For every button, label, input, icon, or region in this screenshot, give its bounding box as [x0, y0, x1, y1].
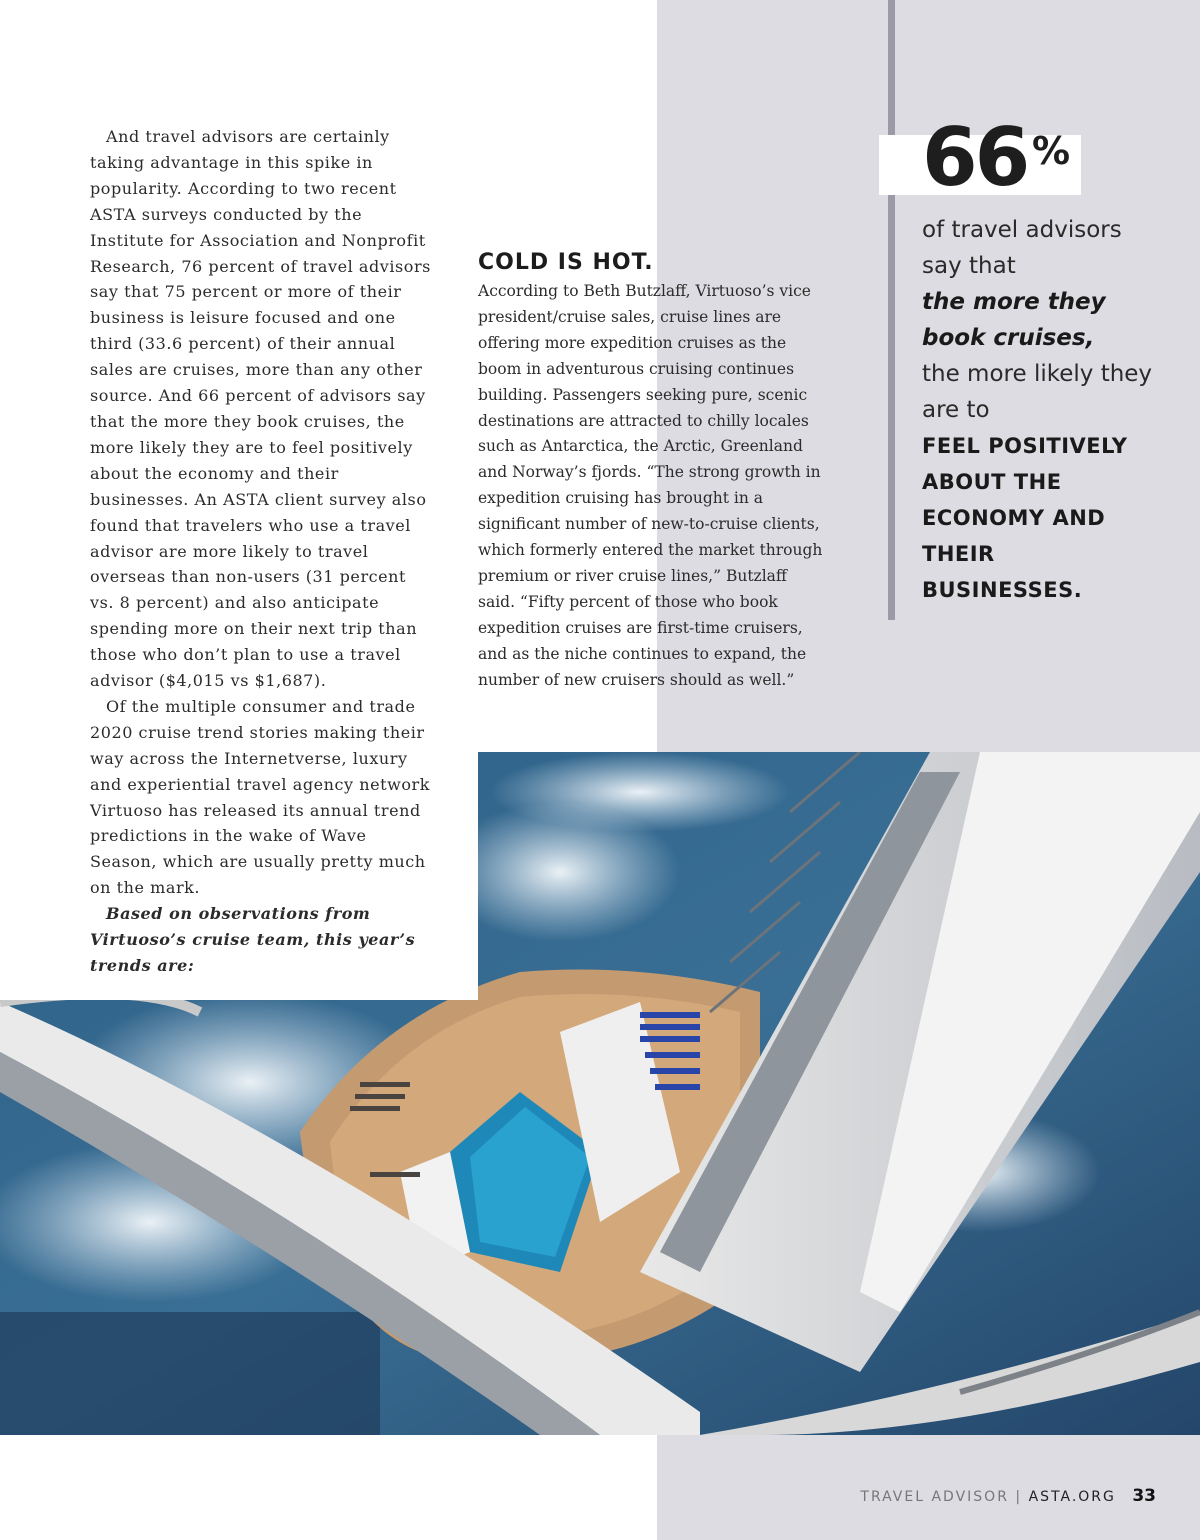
- footer-site: ASTA.ORG: [1028, 1489, 1116, 1505]
- body-paragraph: And travel advisors are certainly taking advantage in this spike in popularity. According to two recent ASTA surveys conducted by the Institute for Association and Nonprofit Research, 76 percent of travel advisors say that 75 percent or more of their business is leisure focused and one third (33.6 percent) of their annual sales are cruises, more than any other source. And 66 percent of advisors say that the more they book cruises, the more likely they are to feel positively about the economy and their businesses. An ASTA client survey also found that travelers who use a travel advisor are more likely to travel overseas than non-users (31 percent vs. 8 percent) and also anticipate spending more on their next trip than those who don’t plan to use a travel advisor ($4,015 vs $1,687).: [90, 127, 431, 691]
- body-column-left: [90, 124, 435, 979]
- body-paragraph: Of the multiple consumer and trade 2020 cruise trend stories making their way across the Internetverse, luxury and experiential travel agency network Virtuoso has released its annual trend predictions in the wake of Wave Season, which are usually pretty much on the mark.: [90, 696, 430, 898]
- section-heading: COLD IS HOT.: [478, 250, 654, 275]
- pullquote-line2: the more likely they are to: [922, 361, 1153, 423]
- pullquote-line1: of travel advisors say that: [922, 217, 1122, 279]
- body-column-middle: [478, 250, 823, 694]
- trends-intro: Based on observations from Virtuoso’s cruise team, this year’s trends are:: [90, 904, 416, 975]
- footer-separator: |: [1015, 1489, 1023, 1505]
- pullquote-rule: [888, 0, 895, 620]
- stat-percent-sign: %: [1032, 129, 1071, 173]
- pullquote-caps: FEEL POSITIVELY ABOUT THE ECONOMY AND THEIR BUSINESSES.: [922, 434, 1128, 602]
- section-body: According to Beth Butzlaff, Virtuoso’s vice president/cruise sales, cruise lines are offering more expedition cruises as the boom in adventurous cruising continues building. Passengers seeking pure, scenic destinations are attracted to chilly locales such as Antarctica, the Arctic, Greenland and Norway’s fjords. “The strong growth in expedition cruising has brought in a significant number of new-to-cruise clients, which formerly entered the market through premium or river cruise lines,” Butzlaff said. “Fifty percent of those who book expedition cruises are first-time cruisers, and as the niche continues to expand, the number of new cruisers should as well.”: [478, 282, 823, 689]
- page-footer: [860, 1486, 1156, 1506]
- pullquote-text: [922, 212, 1162, 608]
- pullquote-emphasis: the more they book cruises,: [922, 289, 1106, 351]
- page-number: 33: [1132, 1486, 1156, 1506]
- stat-number: 66: [922, 111, 1028, 204]
- footer-publication: TRAVEL ADVISOR: [860, 1489, 1009, 1505]
